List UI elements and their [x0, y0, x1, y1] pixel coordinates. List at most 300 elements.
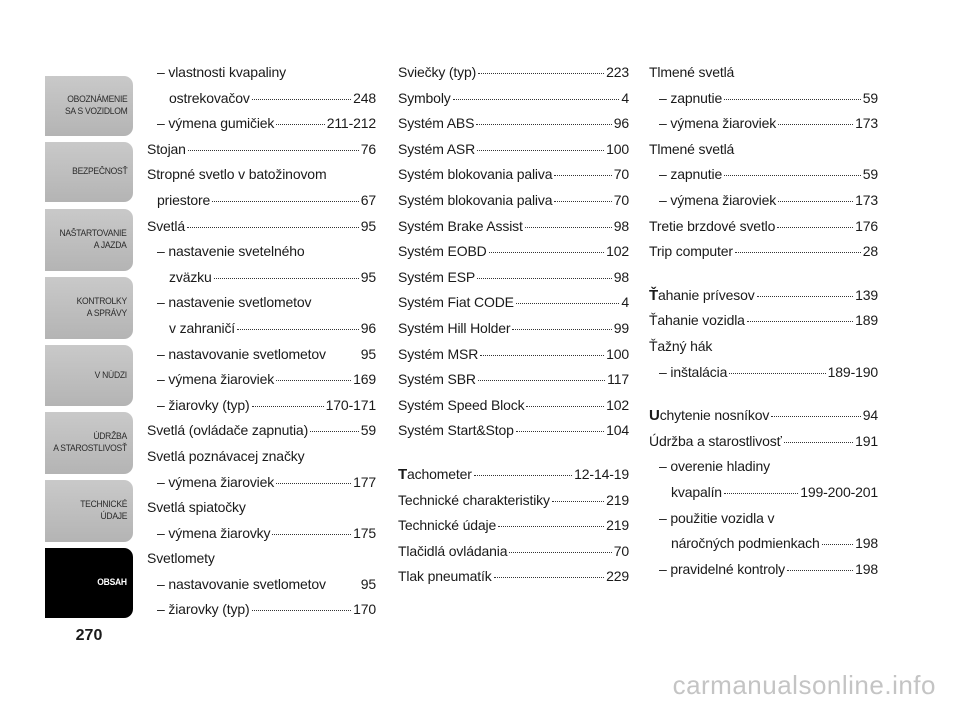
index-entry-label: náročných podmienkach: [671, 535, 820, 552]
index-entry-text: [659, 166, 722, 182]
index-entry: [147, 346, 376, 372]
index-entry-label: – výmena žiaroviek: [157, 371, 275, 388]
dot-leader: [478, 379, 605, 381]
index-entry-label: ostrekovačov: [169, 89, 250, 106]
index-entry-label: – výmena žiaroviek: [157, 473, 275, 490]
index-entry-label: priestore: [157, 191, 211, 208]
index-entry: [398, 466, 629, 492]
index-entry-page: 191: [855, 432, 878, 449]
index-entry-label: Tlačidlá ovládania: [398, 542, 508, 559]
index-entry: [147, 90, 376, 116]
index-entry-page: 176: [855, 217, 878, 234]
index-entry-text: [398, 218, 523, 234]
index-entry: [649, 561, 878, 587]
index-entry-page: 173: [855, 115, 878, 132]
index-entry: [398, 543, 629, 569]
index-letter: Ť: [649, 286, 659, 304]
dot-leader: [554, 174, 611, 176]
index-entry-page: 59: [862, 166, 878, 183]
dot-leader: [525, 226, 612, 228]
index-entry-text: [398, 90, 451, 106]
index-entry-text: [147, 141, 186, 157]
index-entry: [649, 115, 878, 141]
index-entry-page: 4: [621, 294, 629, 311]
dot-leader: [778, 200, 853, 202]
dot-leader: [784, 441, 853, 443]
dot-leader: [237, 328, 359, 330]
index-entry-text: [671, 484, 722, 500]
index-entry-page: 70: [613, 542, 629, 559]
index-entry-page: 96: [613, 115, 629, 132]
sidebar-tab-label: KONTROLKY A SPRÁVY: [76, 296, 127, 319]
index-entry-page: 99: [613, 319, 629, 336]
sidebar-tab-7[interactable]: [45, 480, 133, 542]
index-entry: [398, 422, 629, 448]
index-entry-page: 98: [613, 217, 629, 234]
index-entry: [398, 269, 629, 295]
index-entry: [649, 338, 878, 364]
dot-leader: [252, 609, 352, 611]
index-entry-text: [398, 568, 492, 584]
index-entry-text: [398, 243, 487, 259]
dot-leader: [252, 405, 324, 407]
index-entry-label: – pravidelné kontroly: [659, 560, 786, 577]
index-entry-page: 173: [855, 191, 878, 208]
index-entry: [147, 141, 376, 167]
index-entry: [147, 320, 376, 346]
index-entry-page: 223: [606, 64, 629, 80]
index-entry-page: 104: [606, 422, 629, 439]
index-entry-text: [398, 115, 474, 131]
index-entry-label: v zahraničí: [169, 319, 236, 336]
index-entry-label: Tlmené svetlá: [649, 64, 735, 80]
dot-leader: [310, 430, 359, 432]
index-entry-label: kvapalín: [671, 483, 722, 500]
index-entry: [398, 90, 629, 116]
dot-leader: [554, 200, 611, 202]
dot-leader: [729, 372, 825, 374]
index-entry-text: [157, 474, 274, 490]
index-entry-text: [157, 601, 250, 617]
index-entry-label: Systém SBR: [398, 371, 476, 388]
index-entry-label: Stojan: [147, 140, 186, 157]
index-entry-label: Svetlomety: [147, 550, 215, 567]
sidebar-tab-1[interactable]: [45, 76, 133, 136]
dot-leader: [477, 149, 604, 151]
dot-leader: [757, 295, 853, 297]
index-entry: [649, 243, 878, 269]
index-entry-page: 139: [855, 286, 878, 303]
index-entry-text: [147, 550, 215, 566]
index-entry: [649, 218, 878, 244]
index-entry-page: 177: [353, 473, 376, 490]
index-entry: [398, 371, 629, 397]
index-entry-text: [147, 499, 246, 515]
index-entry-label: – použitie vozidla v: [659, 509, 775, 526]
index-entry-label: – zapnutie: [659, 89, 723, 106]
index-entry-page: 95: [360, 217, 376, 234]
dot-leader: [214, 277, 359, 279]
dot-leader: [512, 328, 611, 330]
index-entry: [649, 458, 878, 484]
index-entry-text: [398, 269, 475, 285]
index-entry: [649, 287, 878, 313]
index-entry-label: Systém ASR: [398, 140, 476, 157]
index-entry-text: [169, 90, 250, 106]
index-entry-page: 59: [360, 422, 376, 439]
index-entry-label: Systém MSR: [398, 345, 479, 362]
dot-leader: [747, 320, 853, 322]
index-entry-text: [398, 166, 552, 182]
sidebar-tab-label: V NÚDZI: [94, 369, 127, 381]
index-entry-page: 4: [621, 89, 629, 106]
index-entry: [398, 243, 629, 269]
index-entry-label: – nastavenie svetlometov: [157, 294, 312, 311]
index-entry-page: 219: [606, 517, 629, 534]
index-entry-page: 170-171: [325, 396, 376, 413]
index-entry-label: Systém Brake Assist: [398, 217, 523, 234]
index-entry-label: achometer: [407, 465, 472, 482]
index-entry: [147, 397, 376, 423]
dot-leader: [212, 200, 359, 202]
index-entry: [147, 525, 376, 551]
index-entry-label: Tlak pneumatík: [398, 568, 492, 585]
index-entry-text: [398, 466, 472, 483]
index-letter: U: [649, 407, 660, 425]
index-entry-text: [157, 64, 286, 80]
index-entry-text: [157, 243, 305, 259]
index-entry-label: Svetlá poznávacej značky: [147, 447, 305, 464]
index-entry-label: Ťažný hák: [649, 337, 713, 354]
index-entry-text: [649, 218, 775, 234]
index-entry: [398, 568, 629, 594]
index-entry-page: 76: [360, 140, 376, 157]
index-entry-label: Tlmené svetlá: [649, 140, 735, 157]
dot-leader: [724, 98, 861, 100]
index-entry-page: 94: [862, 407, 878, 424]
index-entry: [147, 269, 376, 295]
index-entry-label: Systém blokovania paliva: [398, 166, 553, 183]
index-entry-page: 248: [353, 89, 376, 106]
index-entry-label: – inštalácia: [659, 363, 728, 380]
index-entry-text: [649, 433, 782, 449]
index-entry-label: – výmena žiaroviek: [659, 191, 777, 208]
index-column-3: [649, 64, 878, 586]
dot-leader: [188, 149, 359, 151]
index-entry-text: [398, 397, 524, 413]
index-entry-page: 229: [606, 568, 629, 585]
sidebar-tab-3[interactable]: [45, 209, 133, 271]
index-entry: [649, 166, 878, 192]
sidebar-tab-8[interactable]: [45, 548, 133, 618]
index-entry-text: [398, 64, 476, 80]
index-entry: [398, 141, 629, 167]
index-entry-label: Systém Speed Block: [398, 396, 525, 413]
index-entry-label: Technické údaje: [398, 517, 497, 534]
index-entry: [649, 141, 878, 167]
index-entry-text: [147, 166, 326, 182]
index-entry: [147, 550, 376, 576]
index-entry-label: Svetlá: [147, 217, 186, 234]
index-entry-page: 117: [607, 371, 629, 388]
index-entry-page: 189-190: [827, 363, 878, 380]
index-entry-page: 198: [855, 535, 878, 552]
index-column-1: [147, 64, 376, 627]
dot-leader: [724, 174, 861, 176]
index-entry-label: – žiarovky (typ): [157, 396, 250, 413]
index-entry-page: 67: [360, 191, 376, 208]
index-entry-text: [147, 218, 185, 234]
index-letter: T: [398, 465, 408, 483]
index-entry-page: 211-212: [326, 115, 376, 132]
index-entry: [398, 397, 629, 423]
dot-leader: [494, 576, 604, 578]
index-entry: [649, 510, 878, 536]
index-entry-page: 189: [855, 312, 878, 329]
index-entry-label: Trip computer: [649, 243, 733, 260]
index-entry: [147, 448, 376, 474]
index-entry-label: Technické charakteristiky: [398, 491, 550, 508]
index-entry-text: [649, 64, 734, 80]
index-entry-text: [157, 397, 250, 413]
index-entry-text: [398, 517, 496, 533]
index-entry-label: zväzku: [169, 268, 212, 285]
sidebar-tab-4[interactable]: [45, 277, 133, 339]
dot-leader: [476, 123, 611, 125]
index-entry: [649, 364, 878, 390]
index-entry-label: Sviečky (typ): [398, 64, 477, 80]
index-entry-label: Systém EOBD: [398, 243, 487, 260]
dot-leader: [724, 492, 798, 494]
index-entry-text: [649, 243, 733, 259]
index-entry-text: [157, 192, 210, 208]
dot-leader: [516, 302, 620, 304]
index-entry-text: [157, 294, 311, 310]
index-entry: [649, 407, 878, 433]
index-entry-text: [147, 448, 305, 464]
index-entry: [649, 90, 878, 116]
index-entry: [649, 312, 878, 338]
index-entry-text: [398, 492, 550, 508]
index-entry-page: 95: [360, 575, 376, 592]
index-entry-label: – vlastnosti kvapaliny: [157, 64, 286, 80]
index-entry: [649, 64, 878, 90]
index-entry-page: 70: [613, 166, 629, 183]
index-entry-text: [649, 312, 745, 328]
index-entry-text: [398, 371, 476, 387]
index-entry-text: [659, 458, 770, 474]
dot-leader: [328, 355, 359, 356]
index-entry-text: [398, 422, 514, 438]
index-entry-page: 95: [360, 268, 376, 285]
index-entry-page: 100: [606, 345, 629, 362]
index-entry: [398, 64, 629, 90]
sidebar-tab-label: OBOZNÁMENIE SA S VOZIDLOM: [64, 94, 127, 117]
dot-leader: [276, 379, 351, 381]
index-entry-label: Systém ABS: [398, 115, 475, 132]
sidebar-tab-label: TECHNICKÉ ÚDAJE: [80, 499, 127, 522]
index-entry-text: [649, 141, 734, 157]
index-entry-label: Symboly: [398, 89, 451, 106]
index-entry-text: [671, 535, 820, 551]
index-entry-text: [659, 561, 785, 577]
index-entry-label: Systém ESP: [398, 268, 476, 285]
index-entry-page: 199-200-201: [800, 483, 878, 500]
index-entry-page: 175: [353, 524, 376, 541]
index-entry-page: 98: [613, 268, 629, 285]
index-entry: [398, 320, 629, 346]
index-entry-text: [659, 115, 776, 131]
dot-leader: [474, 474, 572, 476]
index-entry-label: – overenie hladiny: [659, 458, 770, 475]
index-entry: [649, 192, 878, 218]
index-entry-text: [398, 543, 507, 559]
watermark: carmanualsonline.info: [672, 670, 936, 700]
index-entry: [398, 492, 629, 518]
index-entry-page: 198: [855, 560, 878, 577]
index-entry-label: – nastavovanie svetlometov: [157, 345, 326, 362]
dot-leader: [735, 251, 861, 253]
index-entry-label: Systém Hill Holder: [398, 319, 511, 336]
dot-leader: [489, 251, 604, 253]
index-entry-page: 12-14-19: [574, 465, 629, 482]
index-entry: [398, 517, 629, 543]
index-entry-text: [649, 407, 769, 424]
index-entry: [147, 601, 376, 627]
dot-leader: [477, 277, 612, 279]
index-entry-label: Údržba a starostlivosť: [649, 432, 782, 449]
dot-leader: [526, 405, 604, 407]
index-entry: [147, 499, 376, 525]
index-entry-label: Stropné svetlo v batožinovom: [147, 166, 327, 183]
dot-leader: [552, 500, 604, 502]
index-entry-page: 219: [606, 491, 629, 508]
dot-leader: [272, 533, 351, 535]
index-entry-label: – výmena žiarovky: [157, 524, 271, 541]
sidebar-tab-label: ÚDRŽBA A STAROSTLIVOSŤ: [53, 431, 128, 454]
index-entry-label: Tretie brzdové svetlo: [649, 217, 776, 234]
index-entry-text: [157, 371, 274, 387]
index-entry-text: [659, 90, 722, 106]
dot-leader: [478, 72, 604, 74]
dot-leader: [777, 226, 853, 228]
dot-leader: [276, 123, 324, 125]
index-entry: [398, 166, 629, 192]
dot-leader: [498, 525, 604, 527]
index-entry-text: [659, 364, 727, 380]
index-entry-page: 70: [613, 191, 629, 208]
index-entry-text: [398, 141, 475, 157]
dot-leader: [453, 98, 620, 100]
index-entry: [147, 192, 376, 218]
index-entry: [398, 346, 629, 372]
index-entry-text: [649, 287, 755, 304]
index-entry: [147, 576, 376, 602]
index-entry-label: – výmena gumičiek: [157, 115, 275, 132]
index-entry: [147, 166, 376, 192]
index-entry: [147, 294, 376, 320]
index-entry-text: [659, 510, 774, 526]
index-entry: [147, 64, 376, 90]
index-entry-text: [398, 294, 514, 310]
sidebar-tab-5[interactable]: [45, 345, 133, 406]
index-entry-page: 102: [606, 396, 629, 413]
dot-leader: [516, 430, 604, 432]
sidebar-tab-2[interactable]: [45, 142, 133, 202]
index-entry-label: – žiarovky (typ): [157, 601, 250, 618]
sidebar-tab-label: BEZPEČNOSŤ: [71, 166, 127, 177]
index-entry: [398, 294, 629, 320]
index-entry-text: [169, 320, 235, 336]
index-entry: [147, 115, 376, 141]
sidebar-tab-label: OBSAH: [97, 577, 127, 588]
dot-leader: [509, 551, 611, 553]
index-entry: [147, 422, 376, 448]
index-entry-page: 102: [606, 243, 629, 260]
sidebar-tab-6[interactable]: [45, 412, 133, 474]
index-entry: [147, 218, 376, 244]
index-entry: [147, 243, 376, 269]
index-entry-text: [398, 320, 510, 336]
index-entry-page: 100: [606, 140, 629, 157]
index-entry-text: [659, 192, 776, 208]
index-entry: [398, 115, 629, 141]
dot-leader: [787, 569, 853, 571]
index-entry-label: Systém blokovania paliva: [398, 191, 553, 208]
dot-leader: [187, 226, 359, 228]
index-entry-page: 169: [353, 371, 376, 388]
index-entry-text: [398, 192, 552, 208]
index-entry-label: – nastavovanie svetlometov: [157, 575, 326, 592]
index-entry-label: chytenie nosníkov: [659, 407, 770, 424]
dot-leader: [328, 585, 359, 586]
index-entry: [649, 535, 878, 561]
index-entry-text: [157, 346, 326, 362]
index-entry-text: [157, 525, 270, 541]
index-entry-text: [157, 115, 274, 131]
index-entry-page: 170: [353, 601, 376, 618]
index-entry-label: ahanie prívesov: [658, 286, 755, 303]
index-entry-text: [157, 576, 326, 592]
index-entry-text: [147, 422, 308, 438]
index-entry-label: – nastavenie svetelného: [157, 243, 305, 260]
index-column-2: [398, 64, 629, 594]
page-number: 270: [75, 627, 103, 644]
dot-leader: [276, 482, 351, 484]
index-entry-label: Systém Fiat CODE: [398, 294, 514, 311]
dot-leader: [771, 415, 861, 417]
dot-leader: [252, 98, 351, 100]
dot-leader: [778, 123, 853, 125]
index-entry-label: Systém Start&Stop: [398, 422, 514, 439]
index-entry: [398, 218, 629, 244]
index-entry-label: Svetlá (ovládače zapnutia): [147, 422, 309, 439]
index-entry-page: 96: [360, 319, 376, 336]
index-entry: [649, 484, 878, 510]
index-entry-label: – zapnutie: [659, 166, 723, 183]
index-entry: [147, 371, 376, 397]
index-entry-label: – výmena žiaroviek: [659, 115, 777, 132]
index-entry-text: [649, 338, 712, 354]
index-entry-text: [169, 269, 212, 285]
dot-leader: [480, 354, 604, 356]
index-entry-label: Ťahanie vozidla: [649, 312, 745, 329]
index-entry-page: 59: [862, 89, 878, 106]
dot-leader: [822, 543, 853, 545]
index-entry-page: 95: [360, 345, 376, 362]
index-entry-label: Svetlá spiatočky: [147, 499, 246, 516]
sidebar-tab-label: NAŠTARTOVANIE A JAZDA: [59, 228, 127, 251]
